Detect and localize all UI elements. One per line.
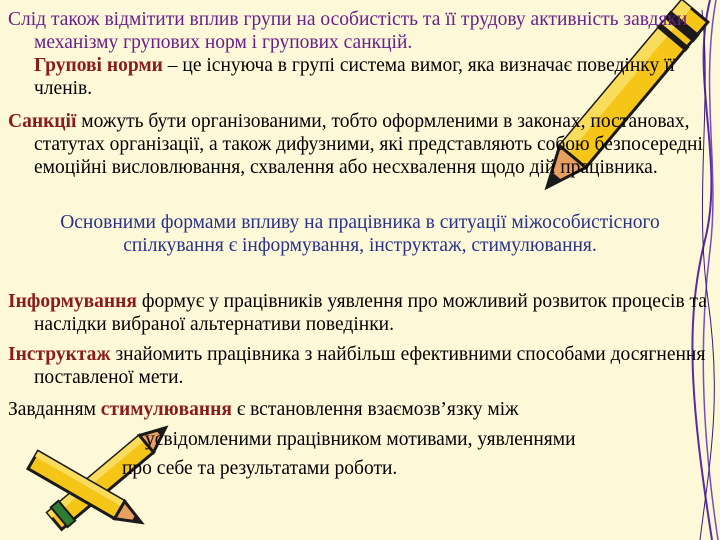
stimulation-line-2 <box>145 428 705 451</box>
sanctions-definition: можуть бути організованими, тобто оформленими в законах, постановах, статутах організації, а також дифузними, які представляють собою безпосередні емоційні висловлювання, схвалення або несхвалення щодо дій працівника. <box>34 111 703 178</box>
stimulation-definition: є встановлення взаємозв’язку між <box>231 399 519 420</box>
paragraph-intro <box>8 8 720 54</box>
main-forms-text: Основними формами впливу на працівника в ситуації міжособистісного спілкування є інформування, інструктаж, стимулювання. <box>60 212 660 256</box>
paragraph-stimulation <box>8 398 702 421</box>
stimulation-line-3-text: про себе та результатами роботи. <box>122 458 398 479</box>
paragraph-instruction <box>8 343 720 389</box>
paragraph-group-norms <box>8 54 720 100</box>
group-norms-definition: – це існуюча в групі система вимог, яка визначає поведінку її членів. <box>34 55 675 99</box>
term-group-norms: Групові норми <box>34 55 163 76</box>
term-informing: Інформування <box>8 291 137 312</box>
instruction-definition: знайомить працівника з найбільш ефективними способами досягнення поставленої мети. <box>34 344 706 388</box>
informing-definition: формує у працівників уявлення про можливий розвиток процесів та наслідки вибраної альтернативи поведінки. <box>34 291 707 335</box>
intro-text: Слід також відмітити вплив групи на особистість та її трудову активність завдяки механізму групових норм і групових санкцій. <box>8 9 688 53</box>
paragraph-informing <box>8 290 720 336</box>
paragraph-main-forms <box>60 211 660 257</box>
stimulation-lead: Завданням <box>8 399 101 420</box>
term-sanctions: Санкції <box>8 111 77 132</box>
term-stimulation: стимулювання <box>100 399 232 420</box>
term-instruction: Інструктаж <box>8 344 111 365</box>
pencil-icon <box>10 440 160 540</box>
stimulation-line-3 <box>122 457 682 480</box>
paragraph-sanctions <box>8 110 720 179</box>
stimulation-line-2-text: усвідомленими працівником мотивами, уявленнями <box>145 429 576 450</box>
